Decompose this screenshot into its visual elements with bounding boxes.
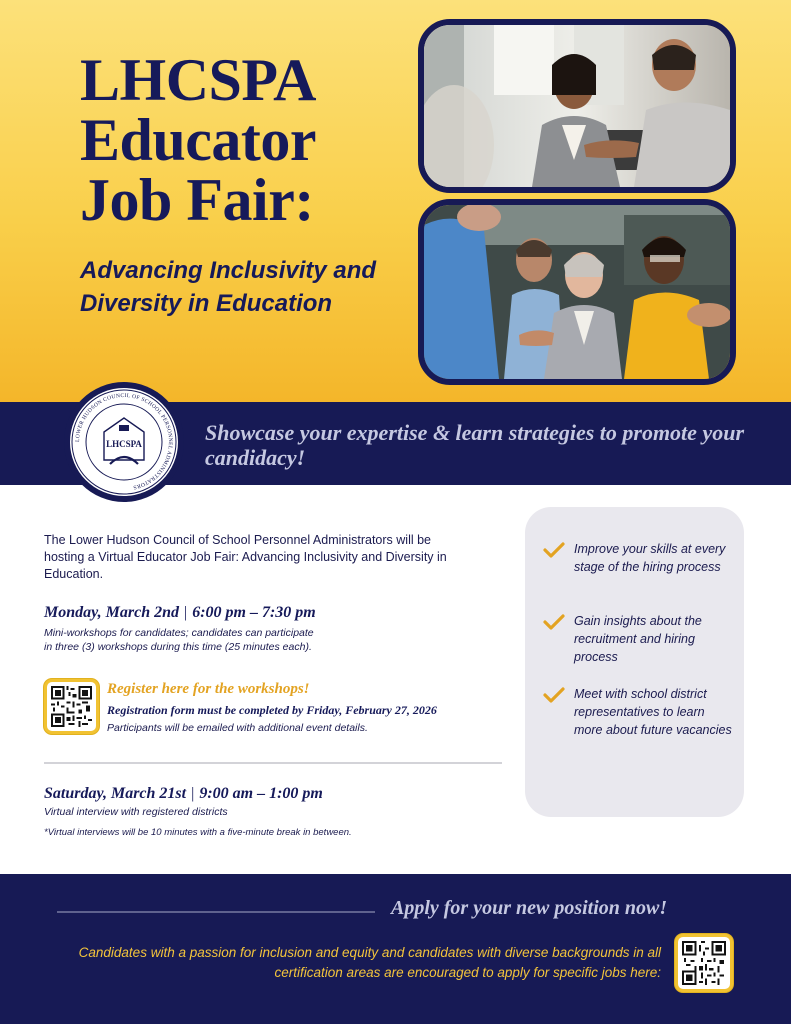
register-link[interactable]: Register here for the workshops! <box>107 681 310 697</box>
hero-section <box>0 0 791 402</box>
benefit-item <box>543 612 733 666</box>
page-subtitle: Advancing Inclusivity and Diversity in Education <box>80 257 377 317</box>
event-2-note: Virtual interview with registered districts <box>44 806 228 818</box>
intro-text: The Lower Hudson Council of School Personnel Administrators will be hosting a Virtual Educator Job Fair: Advancing Inclusivity and Diversity in Education. <box>44 533 447 581</box>
title-line-1: LHCSPA <box>80 47 316 113</box>
page-title <box>80 47 410 233</box>
seal-text: LHCSPA <box>106 439 142 449</box>
handshake-photo <box>418 19 736 193</box>
benefit-item <box>543 685 733 739</box>
title-line-2: Educator <box>80 107 316 173</box>
banner-tagline: Showcase your expertise & learn strategies to promote your candidacy! <box>205 420 744 470</box>
pipe-separator: | <box>191 785 195 802</box>
event-1-time: 6:00 pm – 7:30 pm <box>192 604 316 621</box>
event-1-note-line-2: in three (3) workshops during this time (25 minutes each). <box>44 641 312 653</box>
registration-deadline: Registration form must be completed by Friday, February 27, 2026 <box>107 703 437 717</box>
apply-qr-code[interactable] <box>675 934 733 992</box>
registration-note: Participants will be emailed with additional event details. <box>107 722 368 734</box>
event-2-heading <box>44 785 323 803</box>
benefit-text: Gain insights about the recruitment and hiring process <box>574 614 702 664</box>
event-2-date: Saturday, March 21st <box>44 785 187 802</box>
check-icon <box>543 687 565 703</box>
seal-ring-text: LOWER HUDSON COUNCIL OF SCHOOL PERSONNEL ADMINISTRATORS <box>74 392 174 491</box>
footer-section <box>0 874 791 1024</box>
footer-rule <box>57 911 375 913</box>
benefit-item <box>543 540 733 576</box>
event-2-time: 9:00 am – 1:00 pm <box>199 785 323 802</box>
pipe-separator: | <box>183 604 188 621</box>
lhcspa-logo <box>64 382 184 502</box>
title-line-3: Job Fair: <box>80 167 314 233</box>
benefits-card <box>525 507 744 817</box>
section-divider <box>44 762 502 764</box>
event-2-footnote: *Virtual interviews will be 10 minutes with a five-minute break in between. <box>44 827 352 838</box>
event-1-note <box>44 626 314 654</box>
benefit-text: Improve your skills at every stage of the hiring process <box>574 542 726 574</box>
footer-text: Candidates with a passion for inclusion and equity and candidates with diverse backgrounds in all certification areas are encouraged to apply for specific jobs here: <box>78 945 661 980</box>
check-icon <box>543 614 565 630</box>
event-1-heading <box>44 604 316 622</box>
group-photo <box>418 199 736 385</box>
check-icon <box>543 542 565 558</box>
event-1-date: Monday, March 2nd <box>44 604 179 621</box>
event-1-note-line-1: Mini-workshops for candidates; candidates can participate <box>44 627 314 639</box>
registration-qr-code[interactable] <box>44 679 99 734</box>
benefit-text: Meet with school district representatives to learn more about future vacancies <box>574 687 732 737</box>
apply-heading: Apply for your new position now! <box>391 897 668 919</box>
